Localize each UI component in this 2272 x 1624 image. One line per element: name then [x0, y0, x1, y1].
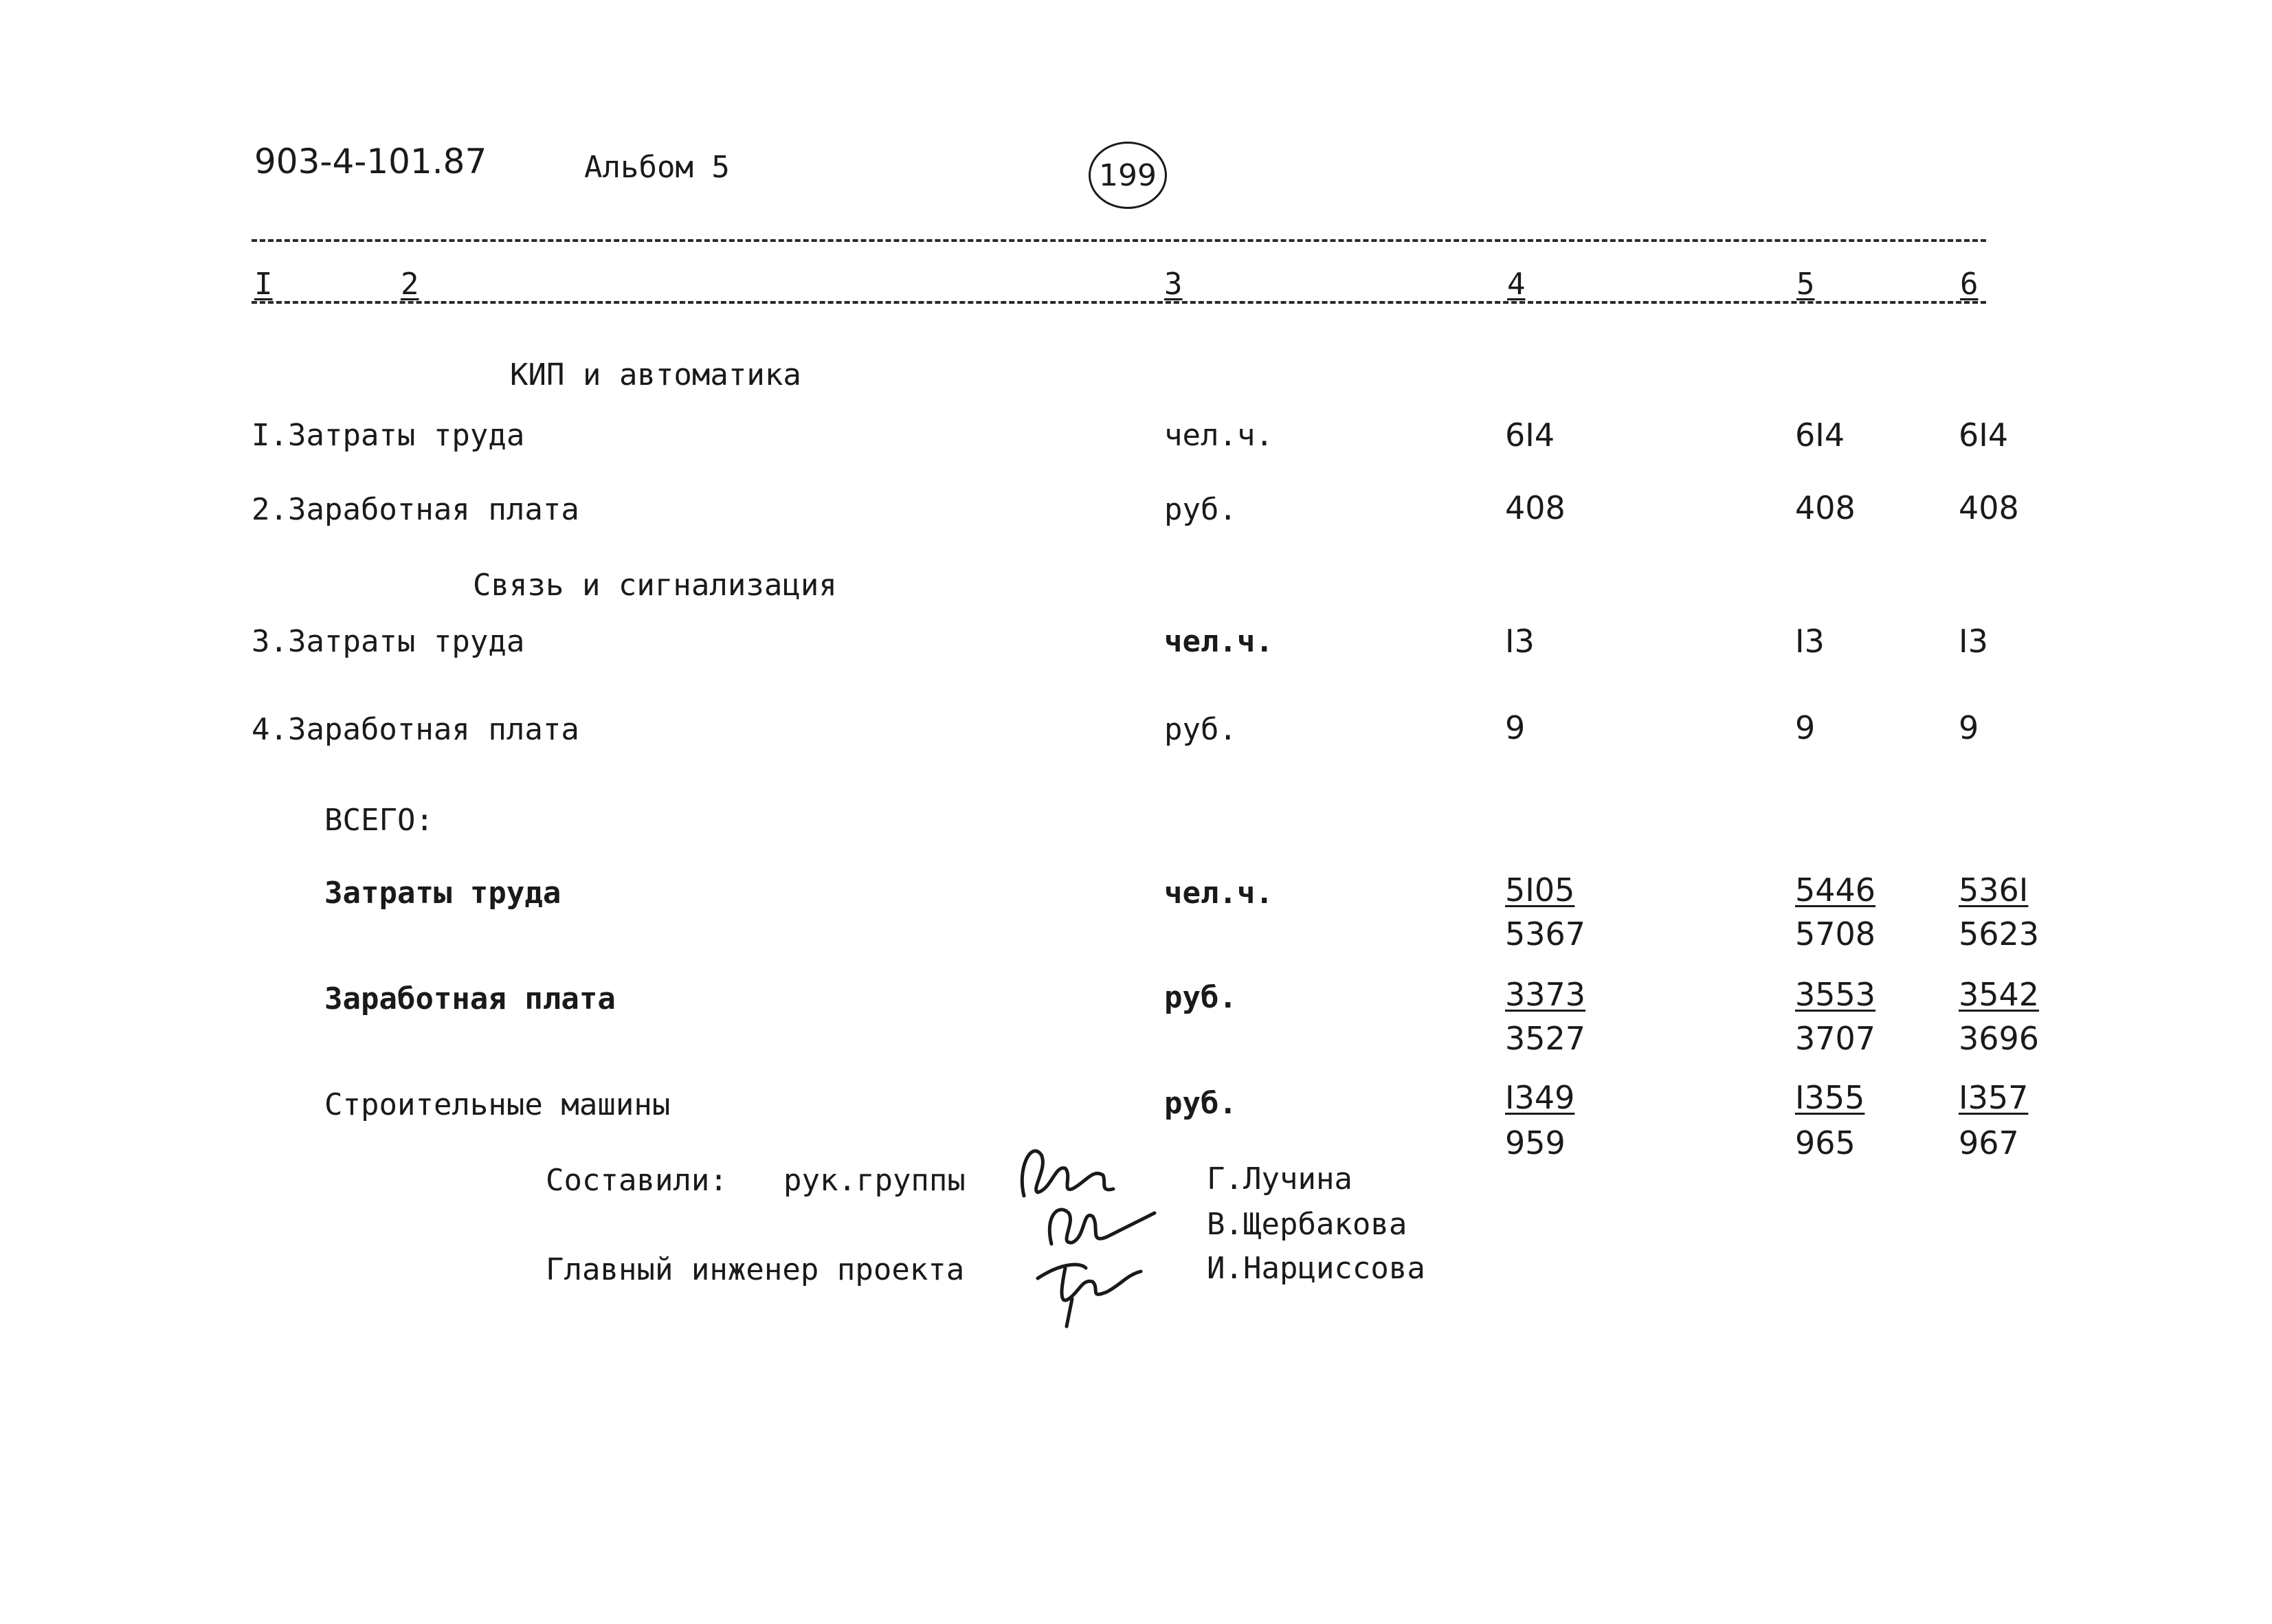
- row-unit: чел.ч.: [1164, 624, 1273, 659]
- row-label: 2.Заработная плата: [252, 492, 579, 527]
- totals-value-bottom-col5: 965: [1795, 1124, 1856, 1161]
- totals-row-label: Заработная плата: [324, 981, 616, 1016]
- totals-value-bottom-col4: 5367: [1505, 915, 1586, 953]
- column-header-5: 5: [1796, 267, 1815, 302]
- totals-value-top-col4: 3373: [1505, 976, 1586, 1013]
- totals-row-unit: руб.: [1164, 1086, 1237, 1121]
- header-dashed-rule: [252, 301, 1986, 304]
- signer-name: Г.Лучина: [1207, 1161, 1352, 1197]
- signature-3: [1038, 1265, 1141, 1326]
- totals-value-top-col5: I355: [1795, 1079, 1865, 1116]
- document-code: 903-4-101.87: [254, 142, 487, 181]
- page-number-text: 199: [1099, 157, 1157, 193]
- row-value-col5: 6I4: [1795, 416, 1845, 454]
- totals-value-bottom-col4: 959: [1505, 1124, 1566, 1161]
- row-label: 3.Затраты труда: [252, 624, 525, 659]
- totals-title: ВСЕГО:: [324, 803, 434, 838]
- row-value-col6: 408: [1959, 489, 2019, 526]
- totals-row-unit: руб.: [1164, 980, 1237, 1015]
- signer-name: И.Нарциссова: [1207, 1251, 1425, 1286]
- signature-2: [1049, 1210, 1155, 1244]
- totals-row-unit: чел.ч.: [1164, 876, 1273, 911]
- row-value-col6: 6I4: [1959, 416, 2009, 454]
- column-header-4: 4: [1507, 267, 1526, 302]
- row-value-col5: 408: [1795, 489, 1856, 526]
- row-unit: руб.: [1164, 712, 1237, 747]
- column-header-1: I: [254, 267, 273, 302]
- column-header-6: 6: [1960, 267, 1979, 302]
- totals-value-top-col4: I349: [1505, 1079, 1575, 1116]
- totals-value-top-col5: 3553: [1795, 976, 1876, 1013]
- totals-value-bottom-col5: 5708: [1795, 915, 1876, 953]
- totals-value-top-col5: 5446: [1795, 871, 1876, 909]
- totals-value-bottom-col6: 967: [1959, 1124, 2019, 1161]
- chief-engineer-label: Главный инженер проекта: [546, 1252, 965, 1287]
- row-value-col4: 6I4: [1505, 416, 1555, 454]
- signer-name: В.Щербакова: [1207, 1207, 1407, 1242]
- album-label: Альбом 5: [584, 150, 730, 185]
- column-header-2: 2: [401, 267, 419, 302]
- totals-value-bottom-col4: 3527: [1505, 1020, 1586, 1057]
- totals-value-top-col4: 5I05: [1505, 871, 1575, 909]
- row-label: 4.Заработная плата: [252, 712, 579, 747]
- section-title: КИП и автоматика: [510, 357, 801, 392]
- row-value-col5: 9: [1795, 709, 1816, 746]
- compiled-by-label: Составили:: [546, 1163, 728, 1198]
- row-value-col5: I3: [1795, 623, 1825, 660]
- row-value-col6: I3: [1959, 623, 1988, 660]
- page-number: [1089, 142, 1167, 209]
- totals-value-bottom-col5: 3707: [1795, 1020, 1876, 1057]
- totals-value-top-col6: I357: [1959, 1079, 2029, 1116]
- signature-1: [1022, 1151, 1113, 1196]
- top-dashed-rule: [252, 239, 1986, 242]
- row-value-col6: 9: [1959, 709, 1979, 746]
- totals-value-top-col6: 536I: [1959, 871, 2029, 909]
- row-label: I.Затраты труда: [252, 418, 525, 453]
- totals-value-top-col6: 3542: [1959, 976, 2040, 1013]
- totals-value-bottom-col6: 5623: [1959, 915, 2040, 953]
- row-value-col4: 9: [1505, 709, 1526, 746]
- row-value-col4: I3: [1505, 623, 1535, 660]
- row-unit: руб.: [1164, 492, 1237, 527]
- group-head-label: рук.группы: [783, 1163, 966, 1198]
- totals-row-label: Затраты труда: [324, 876, 561, 911]
- totals-value-bottom-col6: 3696: [1959, 1020, 2040, 1057]
- row-value-col4: 408: [1505, 489, 1566, 526]
- row-unit: чел.ч.: [1164, 418, 1273, 453]
- section-title: Связь и сигнализация: [473, 568, 837, 603]
- handwritten-signatures: [1003, 1127, 1182, 1333]
- column-header-3: 3: [1164, 267, 1183, 302]
- totals-row-label: Строительные машины: [324, 1087, 671, 1122]
